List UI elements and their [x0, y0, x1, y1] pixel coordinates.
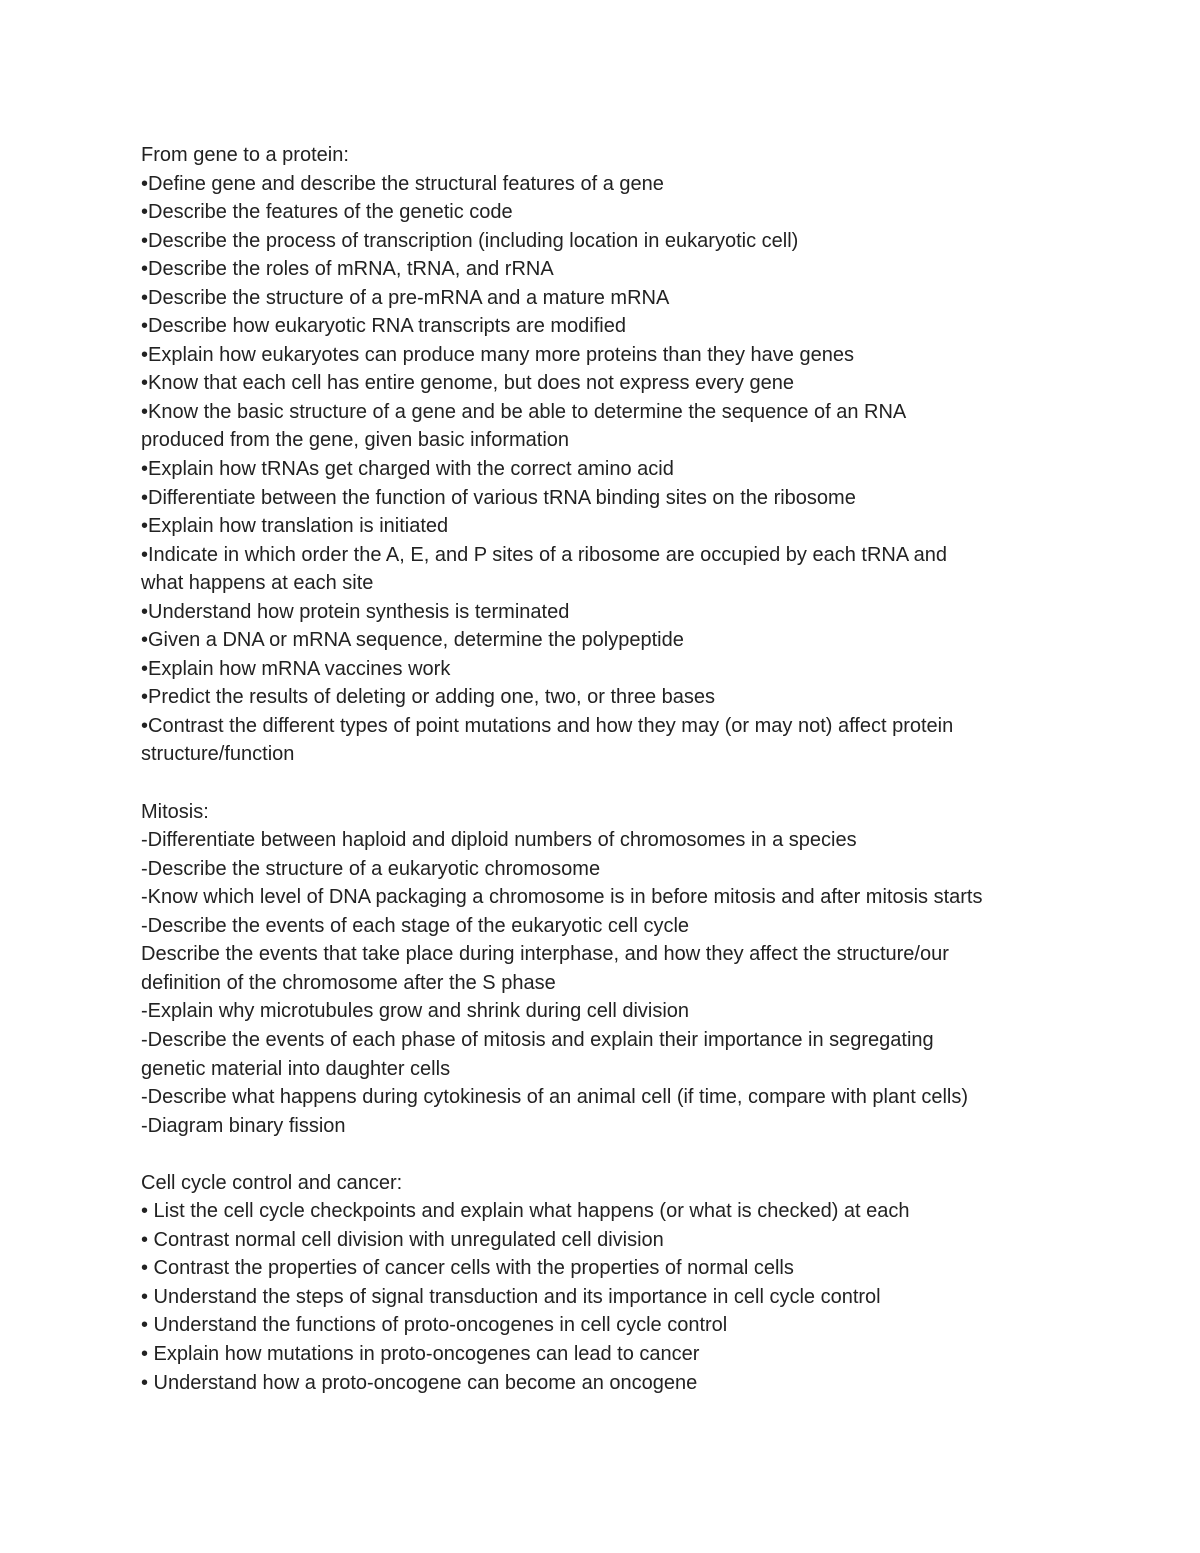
list-item: •Explain how tRNAs get charged with the correct amino acid	[141, 458, 674, 481]
list-item: •Define gene and describe the structural features of a gene	[141, 172, 664, 195]
list-item: •Differentiate between the function of various tRNA binding sites on the ribosome	[141, 486, 856, 509]
list-item: -Describe what happens during cytokinesis of an animal cell (if time, compare with plant cells)	[141, 1086, 969, 1109]
list-item: -Describe the structure of a eukaryotic chromosome	[141, 857, 601, 880]
list-item: •Explain how mRNA vaccines work	[141, 657, 451, 680]
list-item: •Contrast the different types of point mutations and how they may (or may not) affect protein	[141, 714, 954, 737]
list-item: •Describe the process of transcription (including location in eukaryotic cell)	[141, 229, 799, 252]
list-item: •Describe how eukaryotic RNA transcripts are modified	[141, 315, 626, 338]
list-item: -Know which level of DNA packaging a chromosome is in before mitosis and after mitosis starts	[141, 886, 983, 909]
list-item: Describe the events that take place during interphase, and how they affect the structure/our	[141, 943, 949, 966]
list-item: • Explain how mutations in proto-oncogenes can lead to cancer	[141, 1342, 700, 1365]
section-cell-cycle-control	[141, 1169, 1141, 1397]
section-heading: Mitosis:	[141, 800, 209, 823]
list-item-continuation: genetic material into daughter cells	[141, 1057, 451, 1080]
list-item: •Describe the roles of mRNA, tRNA, and rRNA	[141, 258, 554, 281]
list-item: •Explain how translation is initiated	[141, 515, 449, 538]
list-item: •Predict the results of deleting or adding one, two, or three bases	[141, 686, 716, 709]
list-item: -Describe the events of each phase of mitosis and explain their importance in segregating	[141, 1028, 934, 1051]
list-item: -Describe the events of each stage of the eukaryotic cell cycle	[141, 914, 690, 937]
list-item: • Understand the steps of signal transduction and its importance in cell cycle control	[141, 1285, 881, 1308]
list-item-continuation: definition of the chromosome after the S phase	[141, 971, 556, 994]
list-item: -Diagram binary fission	[141, 1114, 346, 1137]
list-item: • Understand how a proto-oncogene can become an oncogene	[141, 1371, 698, 1394]
blank-line	[141, 1140, 1141, 1169]
list-item: •Explain how eukaryotes can produce many more proteins than they have genes	[141, 343, 854, 366]
section-gene-to-protein	[141, 141, 1141, 769]
blank-line	[141, 769, 1141, 798]
list-item: • Understand the functions of proto-oncogenes in cell cycle control	[141, 1314, 728, 1337]
list-item: •Know that each cell has entire genome, but does not express every gene	[141, 372, 794, 395]
list-item: •Know the basic structure of a gene and be able to determine the sequence of an RNA	[141, 400, 907, 423]
section-heading: From gene to a protein:	[141, 144, 349, 166]
list-item: -Differentiate between haploid and diploid numbers of chromosomes in a species	[141, 829, 857, 852]
section-heading: Cell cycle control and cancer:	[141, 1171, 403, 1194]
list-item: •Given a DNA or mRNA sequence, determine the polypeptide	[141, 629, 684, 652]
list-item: •Describe the features of the genetic code	[141, 201, 513, 224]
list-item: •Understand how protein synthesis is terminated	[141, 600, 570, 623]
list-item-continuation: structure/function	[141, 743, 295, 766]
list-item: •Describe the structure of a pre-mRNA and a mature mRNA	[141, 286, 670, 309]
list-item-continuation: what happens at each site	[141, 572, 374, 595]
list-item: •Indicate in which order the A, E, and P sites of a ribosome are occupied by each tRNA and	[141, 543, 947, 566]
list-item: • Contrast normal cell division with unregulated cell division	[141, 1228, 664, 1251]
document-page	[141, 141, 1141, 1397]
section-mitosis	[141, 798, 1141, 1141]
list-item-continuation: produced from the gene, given basic information	[141, 429, 570, 452]
list-item: • List the cell cycle checkpoints and explain what happens (or what is checked) at each	[141, 1200, 910, 1223]
list-item: • Contrast the properties of cancer cells with the properties of normal cells	[141, 1257, 794, 1280]
list-item: -Explain why microtubules grow and shrink during cell division	[141, 1000, 690, 1023]
